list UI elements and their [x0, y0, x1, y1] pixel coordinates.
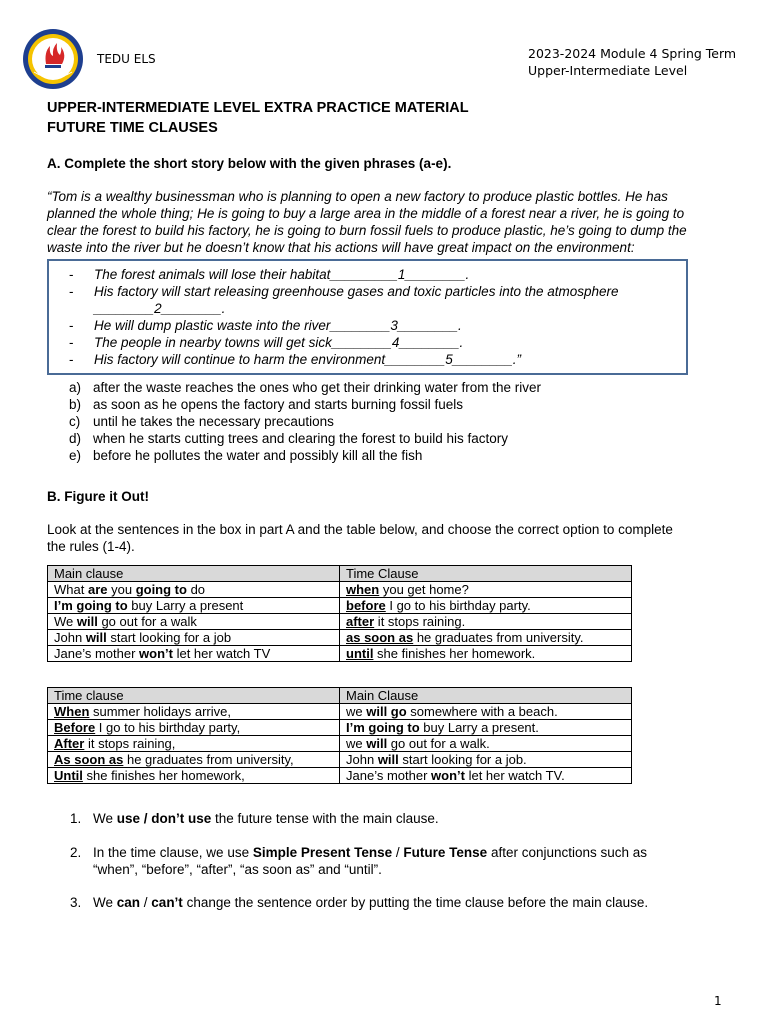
table-row	[48, 720, 632, 736]
document-title	[47, 98, 469, 138]
story-line: “Tom is a wealthy businessman who is planning to open a new factory to produce plastic bottles. He has	[47, 189, 668, 204]
time-first-table	[47, 687, 632, 784]
time-clause-cell: Until she finishes her homework,	[48, 768, 340, 784]
table-row	[48, 752, 632, 768]
table-row	[48, 768, 632, 784]
option-label: a)	[69, 380, 82, 395]
rule-number: 3.	[70, 895, 82, 910]
title-line-2: FUTURE TIME CLAUSES	[47, 120, 218, 136]
story-box	[47, 259, 688, 375]
option-label: d)	[69, 431, 82, 446]
rule-text: We use / don’t use the future tense with the main clause.	[93, 811, 439, 826]
rule-text: We can / can’t change the sentence order by putting the time clause before the main clause.	[93, 895, 649, 910]
rule-text: In the time clause, we use Simple Present Tense / Future Tense after conjunctions such as “when”, “before”, “after”, “as soon as” and “until”.	[93, 845, 648, 877]
dash: -	[69, 284, 74, 299]
term-label: 2023-2024 Module 4 Spring Term	[528, 46, 737, 61]
option-text: as soon as he opens the factory and starts burning fossil fuels	[93, 397, 463, 412]
table-header-row	[48, 688, 632, 704]
table-row	[48, 582, 632, 598]
time-clause-cell: until she finishes her homework.	[340, 646, 632, 662]
section-a-heading: A. Complete the short story below with the given phrases (a-e).	[47, 156, 452, 171]
time-clause-cell: when you get home?	[340, 582, 632, 598]
header-right	[528, 45, 736, 79]
main-clause-cell: John will start looking for a job	[48, 630, 340, 646]
table-row	[48, 704, 632, 720]
table-row	[48, 614, 632, 630]
header-left-text: TEDU ELS	[97, 52, 156, 66]
time-clause-cell: after it stops raining.	[340, 614, 632, 630]
dash: -	[69, 318, 74, 333]
time-clause-cell: As soon as he graduates from university,	[48, 752, 340, 768]
time-clause-cell: Before I go to his birthday party,	[48, 720, 340, 736]
intro-line: Look at the sentences in the box in part A and the table below, and choose the correct option to complete	[47, 522, 673, 537]
option-label: e)	[69, 448, 82, 463]
main-clause-cell: we will go out for a walk.	[340, 736, 632, 752]
table-row	[48, 630, 632, 646]
table-header-row	[48, 566, 632, 582]
time-clause-cell: before I go to his birthday party.	[340, 598, 632, 614]
dash: -	[69, 352, 74, 367]
column-header: Time clause	[48, 688, 340, 704]
dash: -	[69, 267, 74, 282]
main-clause-cell: Jane’s mother won’t let her watch TV	[48, 646, 340, 662]
box-line-text: ________2________.	[94, 301, 226, 316]
story-line: waste into the river but he doesn’t know that his actions will have great impact on the environment:	[47, 240, 635, 255]
main-clause-cell: John will start looking for a job.	[340, 752, 632, 768]
title-line-1: UPPER-INTERMEDIATE LEVEL EXTRA PRACTICE MATERIAL	[47, 100, 469, 116]
option-label: b)	[69, 397, 82, 412]
option-text: after the waste reaches the ones who get their drinking water from the river	[93, 380, 541, 395]
time-clause-cell: When summer holidays arrive,	[48, 704, 340, 720]
rule-number: 1.	[70, 811, 82, 826]
main-clause-cell: What are you going to do	[48, 582, 340, 598]
main-clause-cell: Jane’s mother won’t let her watch TV.	[340, 768, 632, 784]
box-line-text: The forest animals will lose their habitat_________1________.	[94, 267, 470, 282]
box-line-text: His factory will continue to harm the environment________5________.”	[94, 352, 522, 367]
box-line-text: The people in nearby towns will get sick________4________.	[94, 335, 464, 350]
dash: -	[69, 335, 74, 350]
column-header: Main clause	[48, 566, 340, 582]
time-clause-cell: After it stops raining,	[48, 736, 340, 752]
option-text: when he starts cutting trees and clearing the forest to build his factory	[93, 431, 508, 446]
box-line-text: He will dump plastic waste into the river________3________.	[94, 318, 462, 333]
story-line: clear the forest to build his factory, he is going to burn fossil fuels to produce plastic, he’s going to dump the	[47, 223, 687, 238]
section-b-intro	[47, 521, 727, 555]
table-row	[48, 598, 632, 614]
story-line: planned the whole thing; He is going to buy a large area in the middle of a forest near a river, he is going to	[47, 206, 685, 221]
main-clause-cell: I’m going to buy Larry a present.	[340, 720, 632, 736]
column-header: Main Clause	[340, 688, 632, 704]
option-label: c)	[69, 414, 81, 429]
column-header: Time Clause	[340, 566, 632, 582]
box-line-text: His factory will start releasing greenhouse gases and toxic particles into the atmosphere	[94, 284, 619, 299]
option-text: until he takes the necessary precautions	[93, 414, 334, 429]
main-clause-cell: I’m going to buy Larry a present	[48, 598, 340, 614]
level-label: Upper-Intermediate Level	[528, 63, 688, 78]
page-number: 1	[714, 994, 722, 1008]
university-logo	[22, 28, 84, 90]
option-text: before he pollutes the water and possibly kill all the fish	[93, 448, 423, 463]
section-b-heading: B. Figure it Out!	[47, 489, 149, 504]
main-clause-cell: We will go out for a walk	[48, 614, 340, 630]
table-row	[48, 646, 632, 662]
main-first-table	[47, 565, 632, 662]
main-clause-cell: we will go somewhere with a beach.	[340, 704, 632, 720]
table-row	[48, 736, 632, 752]
story-paragraph	[47, 188, 727, 256]
intro-line: the rules (1-4).	[47, 539, 135, 554]
rule-number: 2.	[70, 845, 82, 860]
time-clause-cell: as soon as he graduates from university.	[340, 630, 632, 646]
